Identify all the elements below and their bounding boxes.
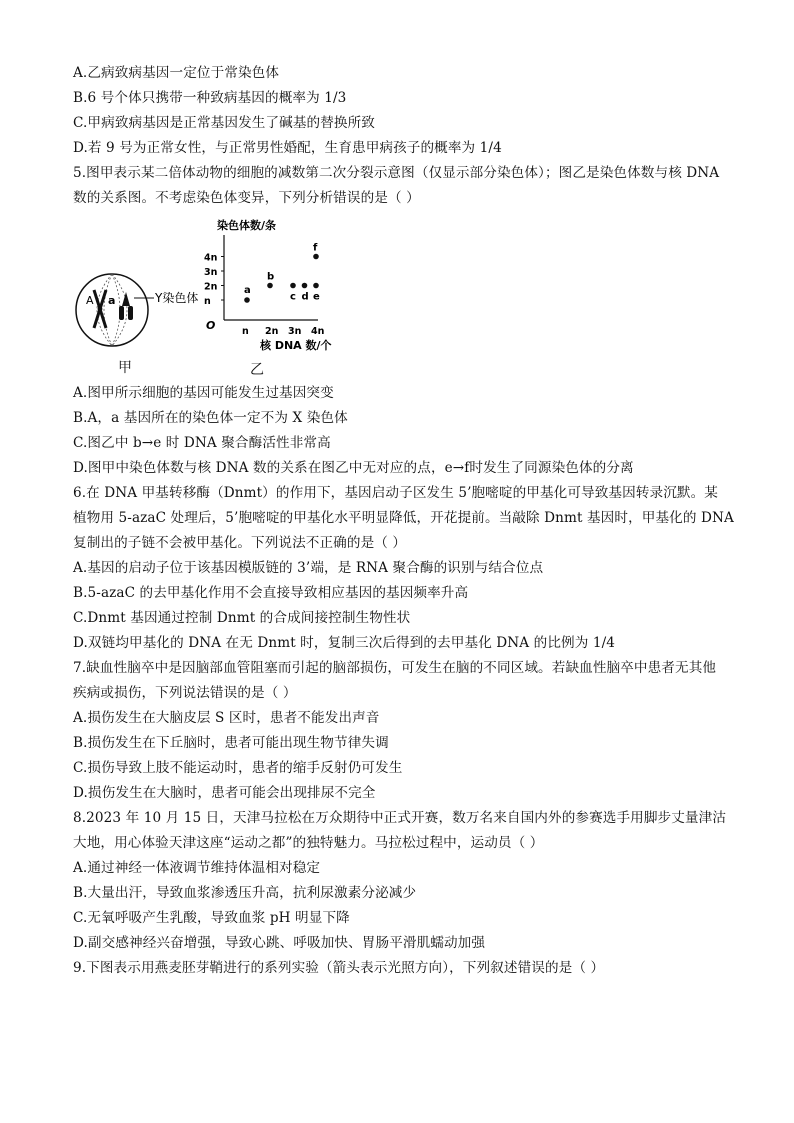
data-point-label: b xyxy=(267,271,275,283)
x-tick-label: n xyxy=(242,326,249,337)
q7-option-a: A.损伤发生在大脑皮层 S 区时，患者不能发出声音 xyxy=(73,710,380,726)
allele-A-label: A xyxy=(86,294,94,307)
q8-option-a: A.通过神经一体液调节维持体温相对稳定 xyxy=(73,860,321,876)
figure-yi-scatter-chart xyxy=(190,215,360,355)
q6-stem-line2: 植物用 5-azaC 处理后，5’胞嘧啶的甲基化水平明显降低，开花提前。当敲除 Dnmt 基因时，甲基化的 DNA xyxy=(73,510,734,526)
q6-option-b: B.5-azaC 的去甲基化作用不会直接导致相应基因的基因频率升高 xyxy=(73,585,469,601)
q5-option-d: D.图甲中染色体数与核 DNA 数的关系在图乙中无对应的点，e→f时发生了同源染色体的分离 xyxy=(73,460,634,476)
data-point-d xyxy=(302,283,308,289)
q9-stem-line1: 9.下图表示用燕麦胚芽鞘进行的系列实验（箭头表示光照方向），下列叙述错误的是（ ） xyxy=(73,960,605,976)
data-point-label: d xyxy=(301,291,309,303)
q4-option-c: C.甲病致病基因是正常基因发生了碱基的替换所致 xyxy=(73,115,376,131)
data-point-e xyxy=(313,283,319,289)
figure-yi-label: 乙 xyxy=(250,362,264,378)
q8-stem-line2: 大地，用心体验天津这座“运动之都”的独特魅力。马拉松过程中，运动员（ ） xyxy=(73,835,544,851)
data-point-label: c xyxy=(290,291,296,303)
q5-option-b: B.A，a 基因所在的染色体一定不为 X 染色体 xyxy=(73,410,348,426)
q7-option-d: D.损伤发生在大脑时，患者可能会出现排尿不完全 xyxy=(73,785,376,801)
q8-option-b: B.大量出汗，导致血浆渗透压升高，抗利尿激素分泌减少 xyxy=(73,885,417,901)
figure-jia-label: 甲 xyxy=(118,360,132,376)
x-axis-title: 核 DNA 数/个 xyxy=(260,339,332,352)
x-tick-label: 3n xyxy=(288,326,302,337)
allele-a-label: a xyxy=(108,294,116,307)
q5-stem-line2: 数的关系图。不考虑染色体变异，下列分析错误的是（ ） xyxy=(73,190,420,206)
q5-option-c: C.图乙中 b→e 时 DNA 聚合酶活性非常高 xyxy=(73,435,331,451)
data-point-f xyxy=(313,254,319,260)
y-axis-title: 染色体数/条 xyxy=(217,219,277,232)
q5-stem-line1: 5.图甲表示某二倍体动物的细胞的减数第二次分裂示意图（仅显示部分染色体）；图乙是染色体数与核 DNA xyxy=(73,165,720,181)
origin-label: O xyxy=(206,319,216,332)
q4-option-b: B.6 号个体只携带一种致病基因的概率为 1/3 xyxy=(73,90,347,106)
q5-option-a: A.图甲所示细胞的基因可能发生过基因突变 xyxy=(73,385,334,401)
data-point-label: e xyxy=(313,291,320,303)
q7-option-c: C.损伤导致上肢不能运动时，患者的缩手反射仍可发生 xyxy=(73,760,403,776)
q4-option-a: A.乙病致病基因一定位于常染色体 xyxy=(73,65,280,81)
q6-stem-line3: 复制出的子链不会被甲基化。下列说法不正确的是（ ） xyxy=(73,535,407,551)
data-point-label: a xyxy=(244,285,251,296)
cell-membrane xyxy=(76,274,148,346)
data-point-c xyxy=(290,283,296,289)
data-point-label: f xyxy=(313,242,318,254)
y-chromosome xyxy=(119,292,133,320)
y-tick-label: 4n xyxy=(204,252,218,264)
data-point-b xyxy=(267,283,273,289)
data-point-a xyxy=(244,297,250,303)
data-points xyxy=(244,243,320,303)
q8-stem-line1: 8.2023 年 10 月 15 日，天津马拉松在万众期待中正式开赛，数万名来自国内外的参赛选手用脚步丈量津沽 xyxy=(73,810,727,826)
q6-option-a: A.基因的启动子位于该基因模版链的 3’端，是 RNA 聚合酶的识别与结合位点 xyxy=(73,560,544,576)
q7-stem-line2: 疾病或损伤，下列说法错误的是（ ） xyxy=(73,685,297,701)
y-tick-label: n xyxy=(204,296,211,307)
q6-option-d: D.双链均甲基化的 DNA 在无 Dnmt 时，复制三次后得到的去甲基化 DNA 的比例为 1/4 xyxy=(73,635,616,651)
q4-option-d: D.若 9 号为正常女性，与正常男性婚配，生育患甲病孩子的概率为 1/4 xyxy=(73,140,502,156)
q7-option-b: B.损伤发生在下丘脑时，患者可能出现生物节律失调 xyxy=(73,735,389,751)
y-chromosome-label: Y染色体 xyxy=(155,291,199,305)
q8-option-d: D.副交感神经兴奋增强，导致心跳、呼吸加快、胃肠平滑肌蠕动加强 xyxy=(73,935,486,951)
q8-option-c: C.无氧呼吸产生乳酸，导致血浆 pH 明显下降 xyxy=(73,910,350,926)
q7-stem-line1: 7.缺血性脑卒中是因脑部血管阻塞而引起的脑部损伤，可发生在脑的不同区域。若缺血性脑卒中患者无其他 xyxy=(73,660,717,676)
x-tick-label: 2n xyxy=(265,326,279,337)
q6-option-c: C.Dnmt 基因通过控制 Dnmt 的合成间接控制生物性状 xyxy=(73,610,411,626)
y-tick-label: 3n xyxy=(204,267,218,278)
y-tick-label: 2n xyxy=(204,281,218,293)
q6-stem-line1: 6.在 DNA 甲基转移酶（Dnmt）的作用下，基因启动子区发生 5’胞嘧啶的甲基化可导致基因转录沉默。某 xyxy=(73,485,718,501)
x-tick-label: 4n xyxy=(311,326,325,337)
